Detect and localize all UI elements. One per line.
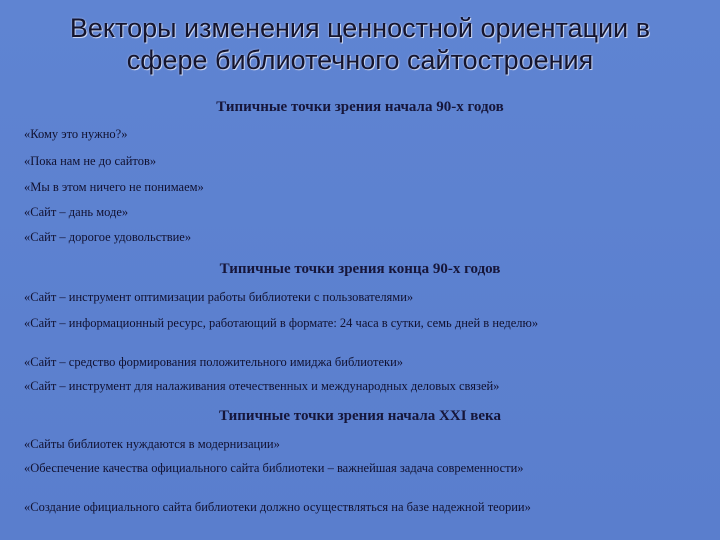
slide-title-line-2: сфере библиотечного сайтостроения xyxy=(126,45,594,75)
list-item: «Сайт – дань моде» xyxy=(24,205,129,219)
slide-title-line-1: Векторы изменения ценностной ориентации в xyxy=(69,13,651,43)
list-item: «Сайт – инструмент оптимизации работы библиотеки с пользователями» xyxy=(24,290,414,304)
list-item: «Мы в этом ничего не понимаем» xyxy=(24,180,204,194)
list-item: «Сайт – средство формирования положительного имиджа библиотеки» xyxy=(24,355,404,369)
list-item: «Создание официального сайта библиотеки должно осуществляться на базе надежной теории» xyxy=(24,500,531,514)
list-item: «Кому это нужно?» xyxy=(24,127,128,141)
list-item: «Сайт – информационный ресурс, работающий в формате: 24 часа в сутки, семь дней в неделю» xyxy=(24,316,539,330)
list-item: «Сайт – дорогое удовольствие» xyxy=(24,230,192,244)
list-item: «Сайты библиотек нуждаются в модернизации» xyxy=(24,437,280,451)
slide-title xyxy=(20,12,700,76)
section-heading-early-21st-century: Типичные точки зрения начала XXI века xyxy=(219,408,501,424)
list-item: «Обеспечение качества официального сайта библиотеки – важнейшая задача современности» xyxy=(24,461,524,475)
list-item: «Пока нам не до сайтов» xyxy=(24,154,157,168)
list-item: «Сайт – инструмент для налаживания отечественных и международных деловых связей» xyxy=(24,379,500,393)
section-heading-late-90s: Типичные точки зрения конца 90-х годов xyxy=(219,261,501,277)
section-heading-early-90s: Типичные точки зрения начала 90-х годов xyxy=(216,99,504,115)
